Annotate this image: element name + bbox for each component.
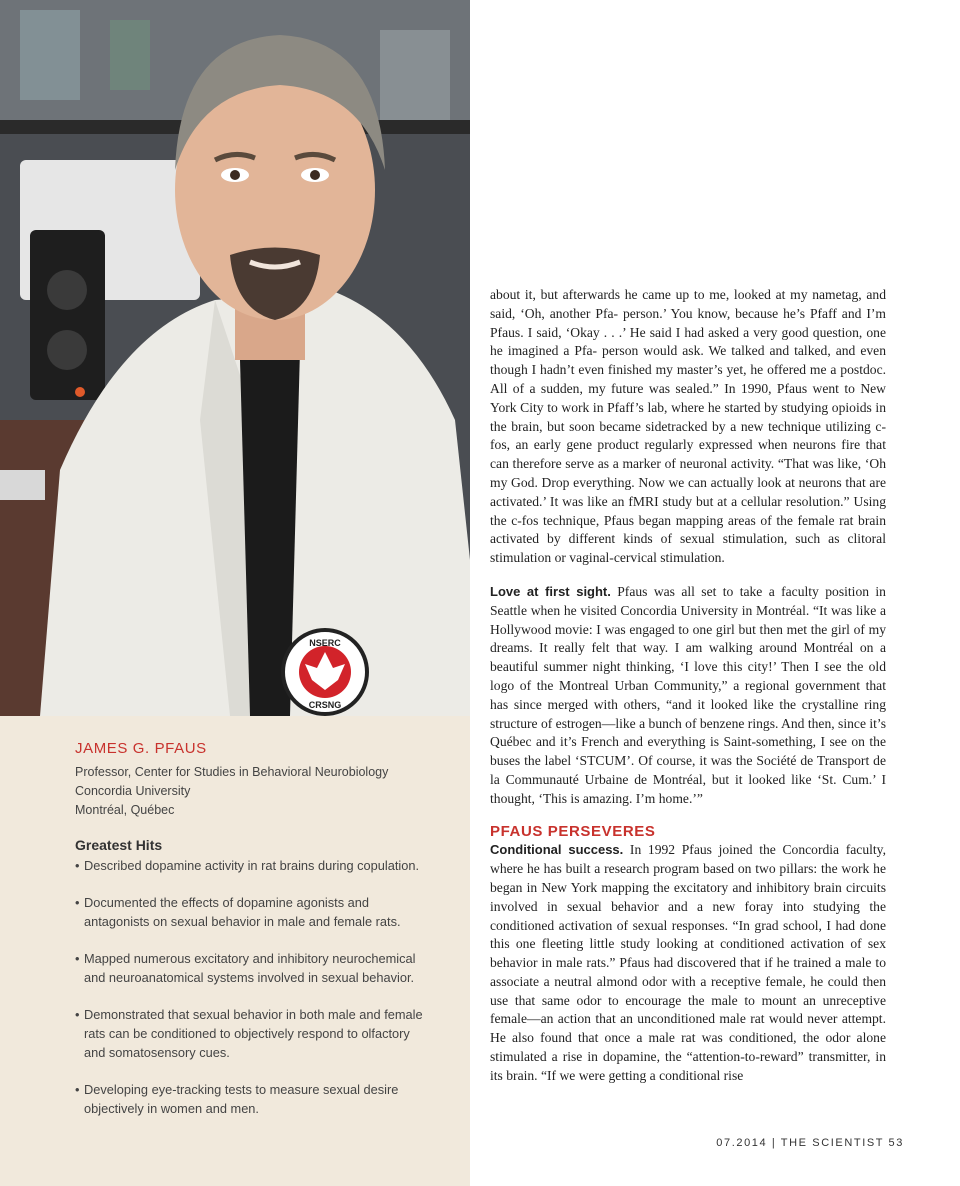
profile-title: Professor, Center for Studies in Behavioral Neurobiology bbox=[75, 765, 389, 779]
list-item: • Documented the effects of dopamine agonists and antagonists on sexual behavior in male and female rats. bbox=[75, 893, 430, 931]
paragraph-lead: Conditional success. bbox=[490, 842, 624, 858]
portrait-photo bbox=[0, 0, 470, 716]
list-item: • Mapped numerous excitatory and inhibitory neurochemical and neuroanatomical systems involved in sexual behavior. bbox=[75, 949, 430, 987]
greatest-hits-heading: Greatest Hits bbox=[75, 837, 163, 853]
section-heading: PFAUS PERSEVERES bbox=[490, 822, 656, 840]
list-item: • Demonstrated that sexual behavior in both male and female rats can be conditioned to objectively respond to olfactory and somatosensory cues. bbox=[75, 1005, 430, 1062]
article-paragraph bbox=[490, 841, 886, 1085]
paragraph-lead: Love at first sight. bbox=[490, 583, 611, 599]
greatest-hits-list bbox=[75, 856, 430, 1118]
portrait-illustration bbox=[0, 0, 470, 716]
profile-university: Concordia University bbox=[75, 784, 191, 798]
article-paragraph: about it, but afterwards he came up to me, looked at my nametag, and said, ‘Oh, another Pfa- person.’ You know, because he’s Pfaff and I’m Pfaus. I said, ‘Okay . . .’ He said I had asked a very good question, one he imagined a Pfa- person would ask. We talked and talked, and even though I hadn’t even finished my master’s yet, he offered me a postdoc. All of a sudden, my future was sealed.” In 1990, Pfaus went to New York City to work in Pfaff’s lab, where he started by studying opioids in the brain, but soon became sidetracked by a new technique utilizing c-fos, an early gene product regularly expressed when neurons fire that can therefore serve as a marker of neuronal activity. “That was like, ‘Oh my God. Drop everything. Now we can actually look at neurons that are activated.’ It was like an fMRI study but at a cellular resolution.” Using the c-fos technique, Pfaus began mapping areas of the female rat brain activated by different kinds of sexual stimulation, such as clitoral stimulation or vaginal-cervical stimulation. bbox=[490, 287, 886, 566]
profile-name: JAMES G. PFAUS bbox=[75, 740, 207, 757]
profile-affiliation bbox=[75, 763, 430, 820]
badge-text-bottom: CRSNG bbox=[308, 700, 342, 710]
profile-sidebar bbox=[0, 716, 470, 1186]
list-item: • Developing eye-tracking tests to measure sexual desire objectively in women and men. bbox=[75, 1080, 430, 1118]
article-paragraph bbox=[490, 583, 886, 809]
page-folio: 07.2014 | THE SCIENTIST 53 bbox=[716, 1137, 904, 1149]
list-item: • Described dopamine activity in rat brains during copulation. bbox=[75, 856, 430, 875]
badge-text-top: NSERC bbox=[309, 638, 341, 648]
paragraph-text: In 1992 Pfaus joined the Concordia faculty, where he has built a research program based on two pillars: the work he began in New York mapping the excitatory and inhibitory brain circuits involved in sexual behavior and a new foray into studying the conditioned activation of sexual responses. “In grad school, I had done this one fleeting little study looking at conditioned activation of sex behavior in male rats.” Pfaus had discovered that if he trained a male to associate a neutral almond odor with a receptive female, he could then use that same odor to encourage the male to mount an unreceptive female—an action that an unconditioned male rat would never attempt. He also found that once a male rat was conditioned, the odor alone stimulated a rise in dopamine, the “attention-to-reward” transmitter, in its brain. “If we were getting a conditional rise bbox=[490, 842, 886, 1083]
profile-location: Montréal, Québec bbox=[75, 803, 175, 817]
article-body bbox=[490, 286, 886, 1086]
paragraph-text: Pfaus was all set to take a faculty position in Seattle when he visited Concordia University in Montréal. “It was like a Hollywood movie: I was engaged to one girl but then met the girl of my dreams. It really felt that way. I am walking around Montréal on a beautiful summer night thinking, ‘I love this city!’ Then I see the old logo of the Montreal Urban Community,” a regional government that has since merged with others, “and it looked like the crystalline ring structure of estrogen—like a bunch of benzene rings. And then, since it’s Québec and it’s French and everything is Saint-something, I see on the buses the label ‘STCUM’. Of course, it was the Société de Transport de la Communauté Urbaine de Montréal, but it looked like ‘St. Cum.’ I thought, ‘This is amazing. I’m home.’” bbox=[490, 583, 886, 806]
